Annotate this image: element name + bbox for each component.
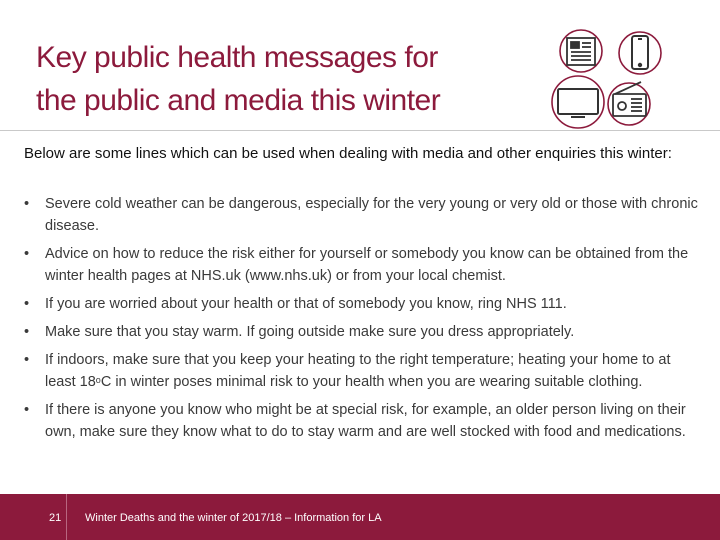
bullet-icon: • bbox=[24, 324, 30, 340]
list-item-text: Make sure that you stay warm. If going outside make sure you dress appropriately. bbox=[45, 324, 575, 340]
list-item-text-part: C in winter poses minimal risk to your health when you are wearing suitable clothing. bbox=[100, 374, 643, 390]
list-item bbox=[24, 399, 700, 443]
newspaper-icon bbox=[567, 38, 595, 65]
list-item bbox=[24, 321, 700, 343]
message-list bbox=[24, 193, 700, 449]
bullet-icon: • bbox=[24, 296, 30, 312]
footer-text: Winter Deaths and the winter of 2017/18 – Information for LA bbox=[85, 512, 382, 524]
television-icon-ring bbox=[552, 76, 604, 128]
page-number: 21 bbox=[49, 512, 62, 524]
title-divider bbox=[0, 130, 720, 131]
list-item-text: If you are worried about your health or that of somebody you know, ring NHS 111. bbox=[45, 296, 567, 312]
footer-divider bbox=[66, 494, 67, 540]
bullet-icon: • bbox=[24, 352, 30, 368]
mobile-phone-icon bbox=[632, 36, 648, 69]
list-item-text bbox=[45, 352, 670, 390]
list-item-text: If there is anyone you know who might be at special risk, for example, an older person living on their own, make sure they know what to do to stay warm and are well stocked with food and medications. bbox=[45, 402, 686, 440]
list-item-text: Advice on how to reduce the risk either for yourself or somebody you know can be obtained from the winter health pages at NHS.uk (www.nhs.uk) or from your local chemist. bbox=[45, 246, 689, 284]
bullet-icon: • bbox=[24, 246, 30, 262]
title-line-2: the public and media this winter bbox=[36, 84, 441, 117]
bullet-icon: • bbox=[24, 196, 30, 212]
radio-icon-ring bbox=[608, 83, 650, 125]
media-icons bbox=[538, 20, 662, 132]
list-item-text: Severe cold weather can be dangerous, especially for the very young or very old or those with chronic disease. bbox=[45, 196, 698, 234]
list-item-text-part: If indoors, make sure that you keep your heating to the right temperature; heating your home to at least 18 bbox=[45, 352, 671, 390]
slide-title bbox=[36, 36, 536, 122]
list-item bbox=[24, 243, 700, 287]
footer-bar bbox=[0, 494, 720, 540]
degree-superscript: o bbox=[95, 375, 101, 385]
television-icon bbox=[558, 89, 598, 117]
list-item bbox=[24, 193, 700, 237]
list-item bbox=[24, 349, 700, 393]
list-item bbox=[24, 293, 700, 315]
intro-text: Below are some lines which can be used when dealing with media and other enquiries this winter: bbox=[24, 145, 672, 162]
bullet-icon: • bbox=[24, 402, 30, 418]
title-line-1: Key public health messages for bbox=[36, 41, 438, 74]
